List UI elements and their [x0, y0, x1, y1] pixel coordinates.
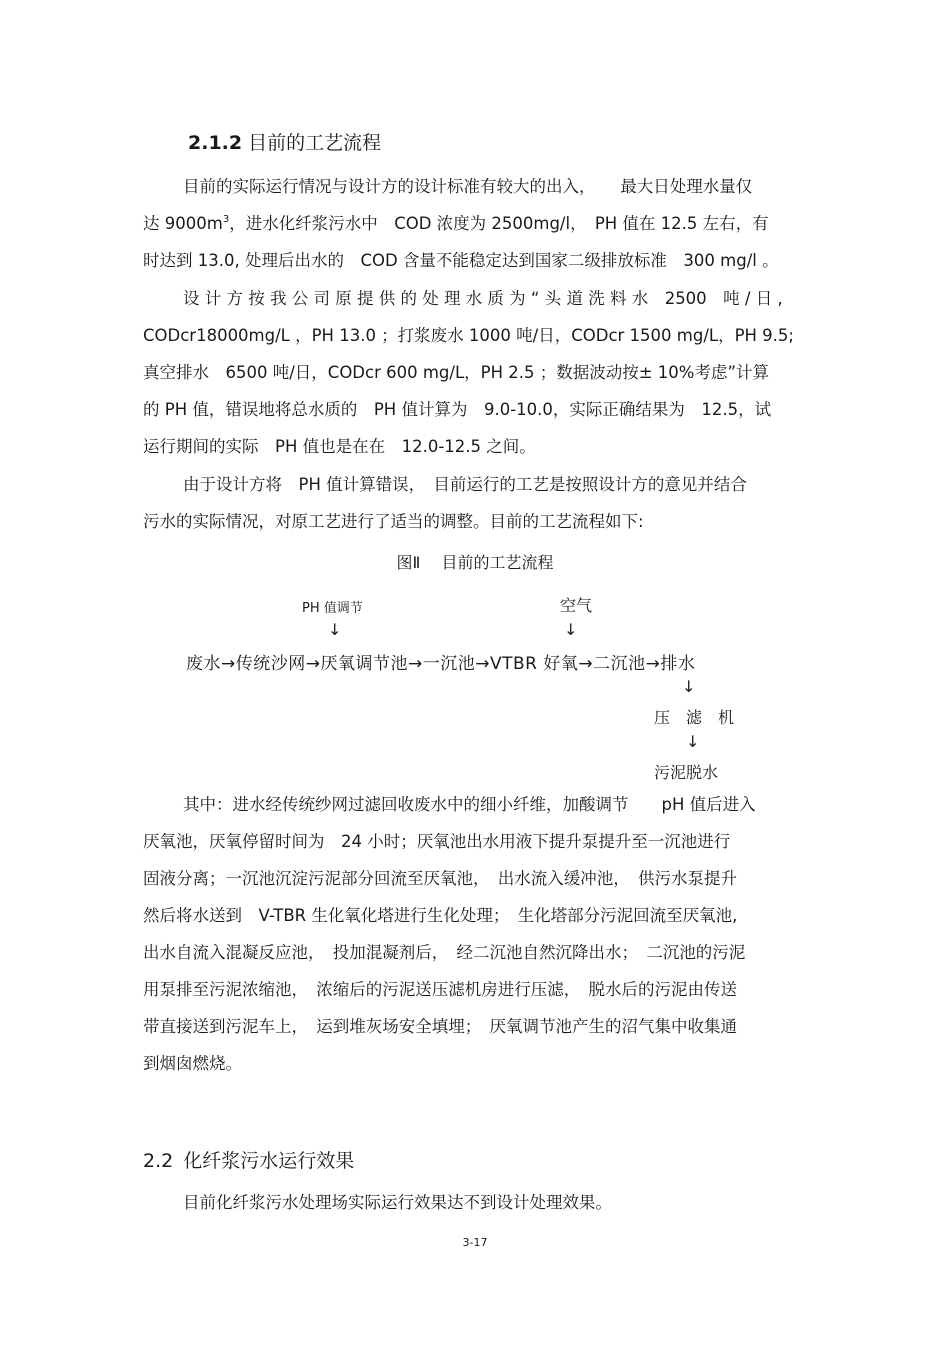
paragraph-line: 用泵排至污泥浓缩池， 浓缩后的污泥送压滤机房进行压滤， 脱水后的污泥由传送: [143, 980, 737, 999]
text-span: ，进水化纤浆污水中 COD 浓度为 2500mg/l， PH 值在 12.5 左右，有: [229, 214, 769, 233]
down-arrow-icon: ↓: [328, 620, 342, 639]
paragraph-line: 厌氧池，厌氧停留时间为 24 小时；厌氧池出水用液下提升泵提升至一沉池进行: [143, 832, 731, 851]
paragraph-line: 固液分离；一沉池沉淀污泥部分回流至厌氧池， 出水流入缓冲池， 供污水泵提升: [143, 869, 737, 888]
main-process-flow: 废水→传统沙网→厌氧调节池→一沉池→VTBR 好氧→二沉池→排水: [186, 654, 696, 674]
paragraph-line: 由于设计方将 PH 值计算错误， 目前运行的工艺是按照设计方的意见并结合: [183, 475, 747, 494]
section-212-title: 目前的工艺流程: [248, 132, 382, 154]
superscript: 3: [222, 214, 230, 225]
paragraph-line: 目前的实际运行情况与设计方的设计标准有较大的出入， 最大日处理水量仅: [183, 177, 753, 196]
paragraph-line: 其中：进水经传统纱网过滤回收废水中的细小纤维，加酸调节 pH 值后进入: [183, 795, 756, 814]
explanation-paragraph: [143, 786, 811, 1082]
section-22-heading: [143, 1146, 354, 1173]
paragraph-line: 到烟囱燃烧。: [143, 1054, 242, 1073]
paragraph-line: 设 计 方 按 我 公 司 原 提 供 的 处 理 水 质 为 “ 头 道 洗 料 水 2500 吨 / 日 ,: [183, 289, 783, 308]
down-arrow-icon: ↓: [564, 620, 578, 639]
paragraph-line: 带直接送到污泥车上， 运到堆灰场安全填埋； 厌氧调节池产生的沼气集中收集通: [143, 1017, 737, 1036]
paragraph-line: 污水的实际情况，对原工艺进行了适当的调整。目前的工艺流程如下:: [143, 512, 644, 531]
paragraph-line: 出水自流入混凝反应池， 投加混凝剂后， 经二沉池自然沉降出水； 二沉池的污泥: [143, 943, 746, 962]
section-22-title: 化纤浆污水运行效果: [183, 1150, 355, 1172]
ph-adjust-label: PH 值调节: [302, 601, 363, 616]
paragraph-line: 目前化纤浆污水处理场实际运行效果达不到设计处理效果。: [183, 1193, 612, 1212]
down-arrow-icon: ↓: [686, 732, 700, 751]
down-arrow-icon: ↓: [682, 677, 696, 696]
paragraph-line: 然后将水送到 V-TBR 生化氧化塔进行生化处理； 生化塔部分污泥回流至厌氧池,: [143, 906, 738, 925]
text-span: 达 9000m: [143, 214, 223, 233]
sludge-dewater-label: 污泥脱水: [654, 763, 719, 782]
filter-press-label: 压 滤 机: [654, 708, 735, 727]
paragraph-line: 运行期间的实际 PH 值也是在在 12.0-12.5 之间。: [143, 437, 536, 456]
section-22-paragraph: [143, 1184, 811, 1221]
paragraph-line: 时达到 13.0, 处理后出水的 COD 含量不能稳定达到国家二级排放标准 300 mg/l 。: [143, 251, 779, 270]
page-number: 3-17: [462, 1236, 488, 1249]
paragraph-line: 的 PH 值，错误地将总水质的 PH 值计算为 9.0-10.0，实际正确结果为 12.5，试: [143, 400, 772, 419]
air-label: 空气: [560, 596, 593, 615]
paragraph-line: CODcr18000mg/L ，PH 13.0 ；打浆废水 1000 吨/日，CODcr 1500 mg/L，PH 9.5;: [143, 326, 794, 345]
figure-caption: 图Ⅱ 目前的工艺流程: [396, 553, 554, 572]
section-212-number: 2.1.2: [188, 132, 243, 154]
section-22-number: 2.2: [143, 1150, 174, 1172]
paragraph-line: 真空排水 6500 吨/日，CODcr 600 mg/L，PH 2.5 ；数据波动按± 10%考虑”计算: [143, 363, 770, 382]
